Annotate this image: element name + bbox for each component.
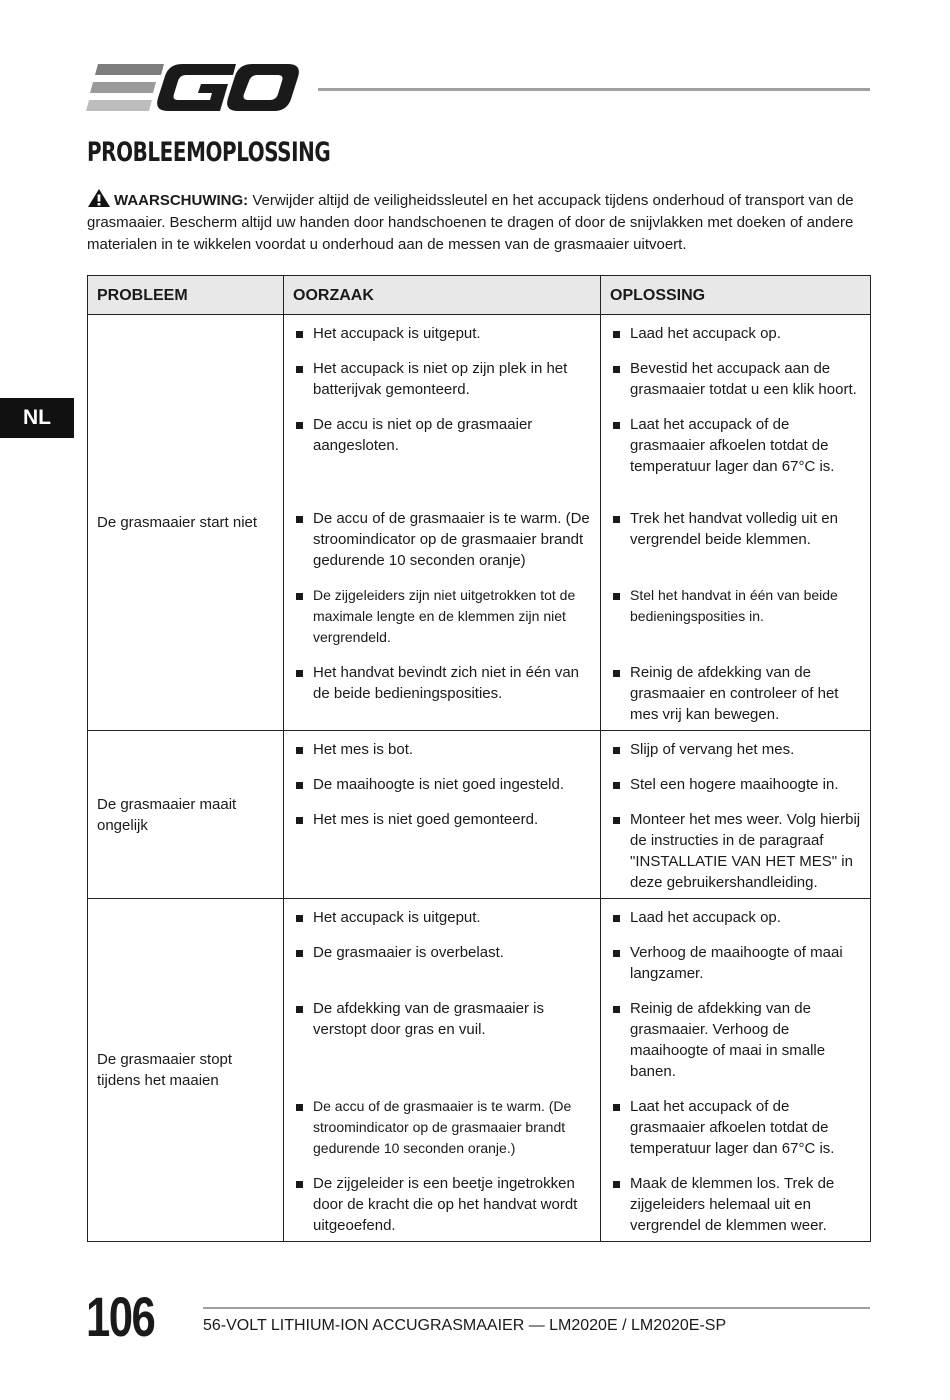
cause-item: Het mes is bot. (294, 739, 592, 760)
solution-item: Slijp of vervang het mes. (611, 739, 862, 760)
problem-cell: De grasmaaier maait ongelijk (88, 731, 284, 899)
problem-cell: De grasmaaier start niet (88, 315, 284, 731)
solution-item: Verhoog de maaihoogte of maai langzamer. (611, 942, 862, 984)
cause-cell (284, 315, 601, 731)
table-row (88, 315, 871, 731)
cause-cell (284, 731, 601, 899)
cause-item: Het accupack is uitgeput. (294, 323, 592, 344)
solution-item: Bevestid het accupack aan de grasmaaier totdat u een klik hoort. (611, 358, 862, 400)
solution-item: Laad het accupack op. (611, 323, 862, 344)
cause-item: Het accupack is niet op zijn plek in het batterijvak gemonteerd. (294, 358, 592, 400)
header-rule (318, 88, 870, 91)
warning-paragraph (87, 188, 877, 256)
ego-logo (86, 62, 300, 114)
cause-item: Het accupack is uitgeput. (294, 907, 592, 928)
cause-item: De accu of de grasmaaier is te warm. (De stroomindicator op de grasmaaier brandt gedurende 10 seconden oranje) (294, 508, 592, 571)
solution-item: Trek het handvat volledig uit en vergrendel beide klemmen. (611, 508, 862, 550)
cause-item: De maaihoogte is niet goed ingesteld. (294, 774, 592, 795)
footer-rule (203, 1307, 870, 1309)
table-row (88, 731, 871, 899)
solution-item: Stel een hogere maaihoogte in. (611, 774, 862, 795)
cause-item: Het handvat bevindt zich niet in één van de beide bedieningsposities. (294, 662, 592, 704)
footer-text: 56-VOLT LITHIUM-ION ACCUGRASMAAIER — LM2020E / LM2020E-SP (203, 1317, 727, 1334)
logo-letter-e (86, 64, 164, 111)
header-problem: PROBLEEM (88, 276, 284, 315)
logo-letter-o (227, 64, 299, 111)
warning-label: WAARSCHUWING: (114, 192, 249, 209)
solution-item: Monteer het mes weer. Volg hierbij de instructies in de paragraaf "INSTALLATIE VAN HET MES" in deze gebruikershandleiding. (611, 809, 862, 893)
solution-cell (601, 731, 871, 899)
cause-cell (284, 899, 601, 1242)
solution-item: Reinig de afdekking van de grasmaaier en controleer of het mes vrij kan bewegen. (611, 662, 862, 725)
solution-cell (601, 899, 871, 1242)
cause-item: De accu of de grasmaaier is te warm. (De stroomindicator op de grasmaaier brandt gedurende 10 seconden oranje.) (294, 1096, 592, 1159)
cause-item: De zijgeleiders zijn niet uitgetrokken tot de maximale lengte en de klemmen zijn niet vergrendeld. (294, 585, 592, 648)
header-cause: OORZAAK (284, 276, 601, 315)
problem-cell: De grasmaaier stopt tijdens het maaien (88, 899, 284, 1242)
solution-item: Maak de klemmen los. Trek de zijgeleiders helemaal uit en vergrendel de klemmen weer. (611, 1173, 862, 1236)
solution-cell (601, 315, 871, 731)
logo-letter-g (157, 64, 236, 111)
warning-text: Verwijder altijd de veiligheidssleutel en het accupack tijdens onderhoud of transport van de grasmaaier. Bescherm altijd uw handen door handschoenen te dragen of door de snijvlakken met doeken of andere materialen in te wikkelen voordat u onderhoud aan de messen van de grasmaaier uitvoert. (87, 192, 854, 253)
solution-item: Reinig de afdekking van de grasmaaier. Verhoog de maaihoogte of maai in smalle banen. (611, 998, 862, 1082)
warning-triangle-icon (87, 188, 111, 208)
cause-item: De zijgeleider is een beetje ingetrokken door de kracht die op het handvat wordt uitgeoefend. (294, 1173, 592, 1236)
table-row (88, 899, 871, 1242)
language-tab: NL (0, 398, 74, 438)
table-header-row (88, 276, 871, 315)
troubleshooting-table (87, 275, 871, 1242)
solution-item: Laad het accupack op. (611, 907, 862, 928)
cause-item: De accu is niet op de grasmaaier aangesloten. (294, 414, 592, 456)
solution-item: Laat het accupack of de grasmaaier afkoelen totdat de temperatuur lager dan 67°C is. (611, 414, 862, 477)
header-solution: OPLOSSING (601, 276, 871, 315)
cause-item: De afdekking van de grasmaaier is verstopt door gras en vuil. (294, 998, 592, 1040)
solution-item: Laat het accupack of de grasmaaier afkoelen totdat de temperatuur lager dan 67°C is. (611, 1096, 862, 1159)
cause-item: Het mes is niet goed gemonteerd. (294, 809, 592, 830)
solution-item: Stel het handvat in één van beide bedieningsposities in. (611, 585, 862, 627)
cause-item: De grasmaaier is overbelast. (294, 942, 592, 963)
page-number: 106 (86, 1285, 155, 1348)
page-title: PROBLEEMOPLOSSING (87, 137, 331, 168)
